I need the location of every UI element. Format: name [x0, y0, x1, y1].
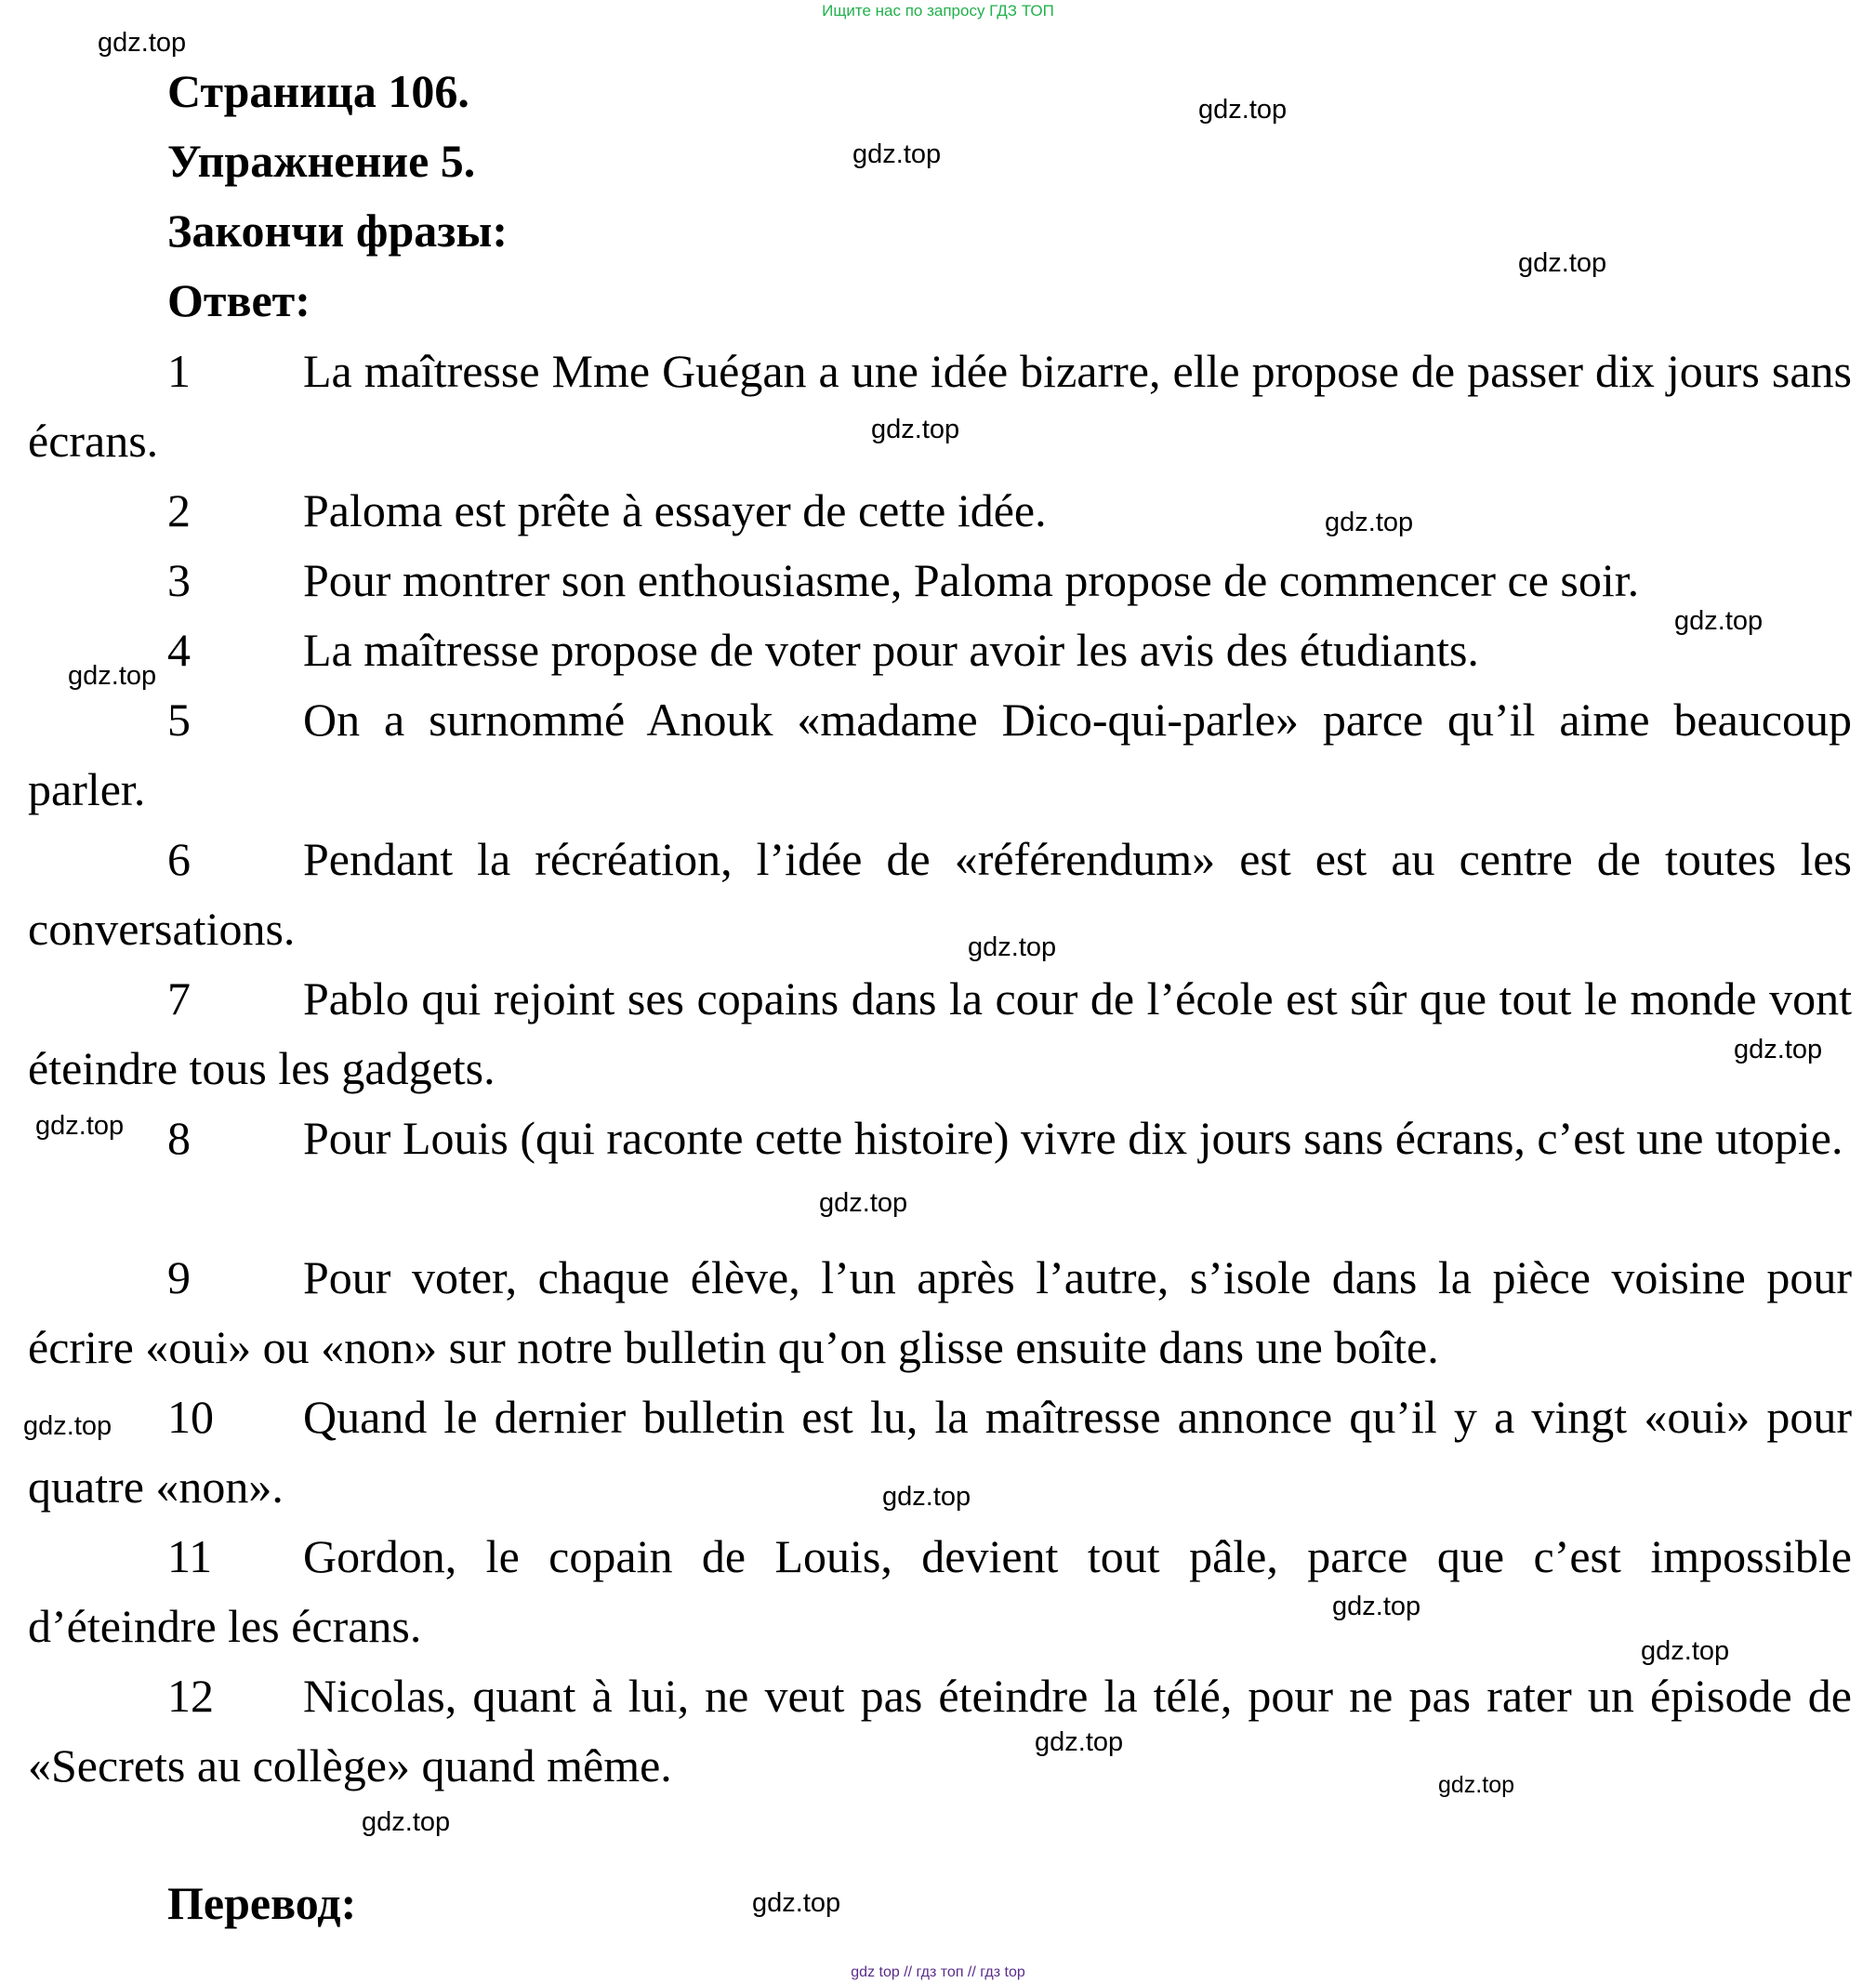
watermark: gdz.top	[68, 661, 157, 691]
answer-item-3	[28, 546, 1852, 615]
answer-number: 11	[167, 1530, 213, 1582]
footer: gdz top // гдз топ // гдз top	[851, 1964, 1025, 1980]
answer-item-4	[28, 615, 1852, 685]
page-title: Страница 106.	[167, 65, 469, 117]
answer-item-2	[28, 476, 1852, 546]
watermark: gdz.top	[35, 1111, 125, 1141]
answer-title: Ответ:	[167, 274, 310, 326]
answer-item-8	[28, 1104, 1852, 1173]
answer-number: 5	[167, 694, 191, 746]
answer-item-1	[28, 337, 1852, 476]
answer-number: 12	[167, 1670, 214, 1722]
answer-text: Pendant la récréation, l’idée de «référendum» est est au centre de toutes les conversations.	[28, 833, 1852, 955]
answer-number: 7	[167, 972, 191, 1025]
watermark: gdz.top	[1035, 1727, 1124, 1757]
answer-number: 2	[167, 484, 191, 536]
watermark: gdz.top	[752, 1888, 841, 1918]
answer-text: Pour Louis (qui raconte cette histoire) vivre dix jours sans écrans, c’est une utopie.	[303, 1112, 1843, 1164]
answer-number: 10	[167, 1391, 214, 1443]
watermark: gdz.top	[98, 28, 187, 58]
watermark: gdz.top	[1325, 508, 1414, 537]
watermark: gdz.top	[1734, 1035, 1823, 1064]
answer-item-9	[28, 1243, 1852, 1382]
exercise-title: Упражнение 5.	[167, 135, 476, 187]
watermark: gdz.top	[968, 932, 1057, 962]
watermark: gdz.top	[1641, 1636, 1730, 1666]
answer-number: 6	[167, 833, 191, 885]
task-title: Закончи фразы:	[167, 205, 509, 257]
watermark: gdz.top	[362, 1807, 451, 1837]
translation-title: Перевод:	[167, 1877, 357, 1929]
answer-number: 8	[167, 1112, 191, 1164]
watermark: gdz.top	[1438, 1772, 1515, 1798]
answer-item-5	[28, 685, 1852, 825]
answer-number: 3	[167, 554, 191, 606]
watermark: gdz.top	[1674, 606, 1764, 636]
answer-text: Pablo qui rejoint ses copains dans la cour de l’école est sûr que tout le monde vont éteindre tous les gadgets.	[28, 972, 1852, 1094]
answer-text: Quand le dernier bulletin est lu, la maîtresse annonce qu’il y a vingt «oui» pour quatre «non».	[28, 1391, 1852, 1513]
answer-number: 4	[167, 624, 191, 676]
watermark: gdz.top	[852, 139, 942, 169]
watermark: gdz.top	[882, 1482, 971, 1512]
answer-text: On a surnommé Anouk «madame Dico-qui-parle» parce qu’il aime beaucoup parler.	[28, 694, 1852, 815]
answer-text: Gordon, le copain de Louis, devient tout pâle, parce que c’est impossible d’éteindre les écrans.	[28, 1530, 1852, 1652]
answer-number: 9	[167, 1251, 191, 1303]
watermark: gdz.top	[871, 415, 960, 444]
watermark: gdz.top	[1198, 95, 1288, 125]
answer-text: Paloma est prête à essayer de cette idée.	[303, 484, 1047, 536]
answer-number: 1	[167, 345, 191, 397]
top-banner: Ищите нас по запросу ГДЗ ТОП	[822, 2, 1054, 20]
answer-item-11	[28, 1522, 1852, 1661]
answer-text: La maîtresse Mme Guégan a une idée bizarre, elle propose de passer dix jours sans écrans.	[28, 345, 1852, 467]
answer-item-12	[28, 1661, 1852, 1801]
answer-text: Pour voter, chaque élève, l’un après l’autre, s’isole dans la pièce voisine pour écrire «oui» ou «non» sur notre bulletin qu’on glisse ensuite dans une boîte.	[28, 1251, 1852, 1373]
watermark: gdz.top	[1332, 1592, 1421, 1621]
watermark: gdz.top	[819, 1188, 908, 1218]
answer-item-7	[28, 964, 1852, 1104]
watermark: gdz.top	[23, 1411, 112, 1441]
answer-text: Nicolas, quant à lui, ne veut pas éteindre la télé, pour ne pas rater un épisode de «Secrets au collège» quand même.	[28, 1670, 1852, 1791]
watermark: gdz.top	[1518, 248, 1607, 278]
answer-text: Pour montrer son enthousiasme, Paloma propose de commencer ce soir.	[303, 554, 1640, 606]
answer-text: La maîtresse propose de voter pour avoir les avis des étudiants.	[303, 624, 1479, 676]
answer-item-6	[28, 825, 1852, 964]
